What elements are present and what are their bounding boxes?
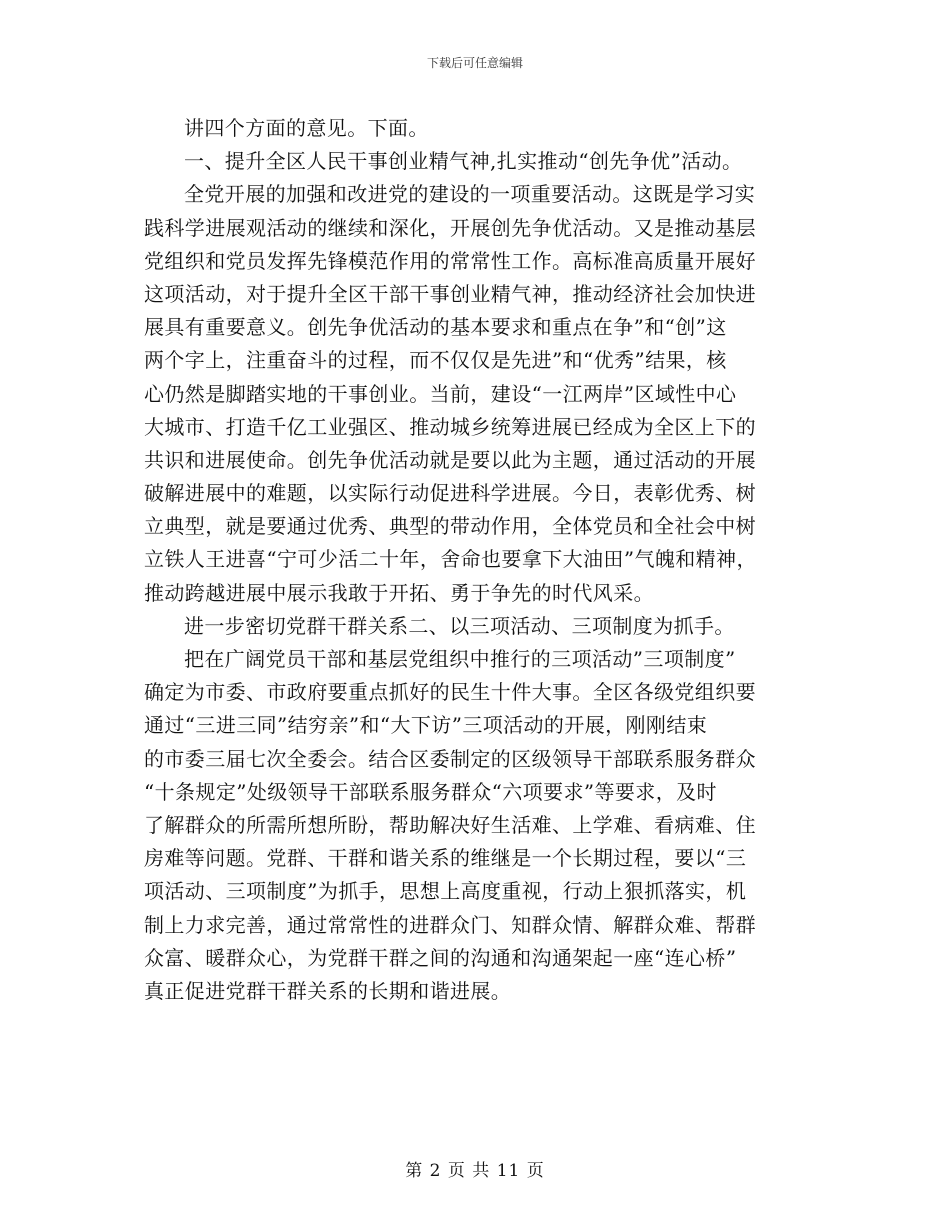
text-line: 立典型，就是要通过优秀、典型的带动作用，全体党员和全社会中树 [144, 514, 756, 539]
text-line: 一、提升全区人民干事创业精气神,扎实推动“创先争优”活动。 [184, 149, 743, 174]
text-line: 真正促进党群干群关系的长期和谐进展。 [144, 978, 512, 1003]
text-line: 了解群众的所需所想所盼，帮助解决好生活难、上学难、看病难、住 [144, 812, 756, 837]
page-number: 第 2 页 共 11 页 [405, 1161, 545, 1181]
text-line: 推动跨越进展中展示我敢于开拓、勇于争先的时代风采。 [144, 580, 654, 605]
text-line: 的市委三届七次全委会。结合区委制定的区级领导干部联系服务群众 [144, 746, 756, 771]
text-line: 共识和进展使命。创先争优活动就是要以此为主题，通过活动的开展 [144, 447, 756, 472]
text-line: 这项活动，对于提升全区干部干事创业精气神，推动经济社会加快进 [144, 281, 756, 306]
text-line: 房难等问题。党群、干群和谐关系的维继是一个长期过程，要以“三 [144, 846, 747, 871]
header-note: 下载后可任意编辑 [426, 56, 523, 70]
text-line: 全党开展的加强和改进党的建设的一项重要活动。这既是学习实 [184, 182, 756, 207]
text-line: 讲四个方面的意见。下面。 [184, 116, 429, 140]
text-line: 通过“三进三同”结穷亲”和“大下访”三项活动的开展，刚刚结束 [144, 713, 708, 738]
text-line: 践科学进展观活动的继续和深化，开展创先争优活动。又是推动基层 [144, 215, 756, 240]
text-line: 制上力求完善，通过常常性的进群众门、知群众情、解群众难、帮群 [144, 912, 756, 937]
text-line: 大城市、打造千亿工业强区、推动城乡统筹进展已经成为全区上下的 [144, 414, 756, 439]
text-line: 党组织和党员发挥先锋模范作用的常常性工作。高标准高质量开展好 [144, 248, 756, 273]
text-line: 两个字上，注重奋斗的过程，而不仅仅是先进”和“优秀”结果，核 [144, 348, 727, 373]
text-line: 众富、暖群众心，为党群干群之间的沟通和沟通架起一座“连心桥” [144, 945, 737, 970]
text-line: 立铁人王进喜“宁可少活二十年，舍命也要拿下大油田”气魄和精神， [144, 547, 757, 572]
document-body [144, 112, 810, 1008]
text-line: 心仍然是脚踏实地的干事创业。当前，建设“一江两岸”区域性中心 [144, 381, 737, 406]
text-line: “十条规定”处级领导干部联系服务群众“六项要求”等要求，及时 [144, 779, 717, 804]
text-line: 破解进展中的难题，以实际行动促进科学进展。今日，表彰优秀、树 [144, 481, 756, 506]
text-line: 把在广阔党员干部和基层党组织中推行的三项活动”三项制度” [184, 647, 736, 671]
text-line: 展具有重要意义。创先争优活动的基本要求和重点在争”和“创”这 [144, 315, 727, 340]
text-line: 进一步密切党群干群关系二、以三项活动、三项制度为抓手。 [184, 613, 735, 638]
text-line: 确定为市委、市政府要重点抓好的民生十件大事。全区各级党组织要 [144, 680, 756, 705]
text-line: 项活动、三项制度”为抓手，思想上高度重视，行动上狠抓落实，机 [144, 879, 747, 904]
